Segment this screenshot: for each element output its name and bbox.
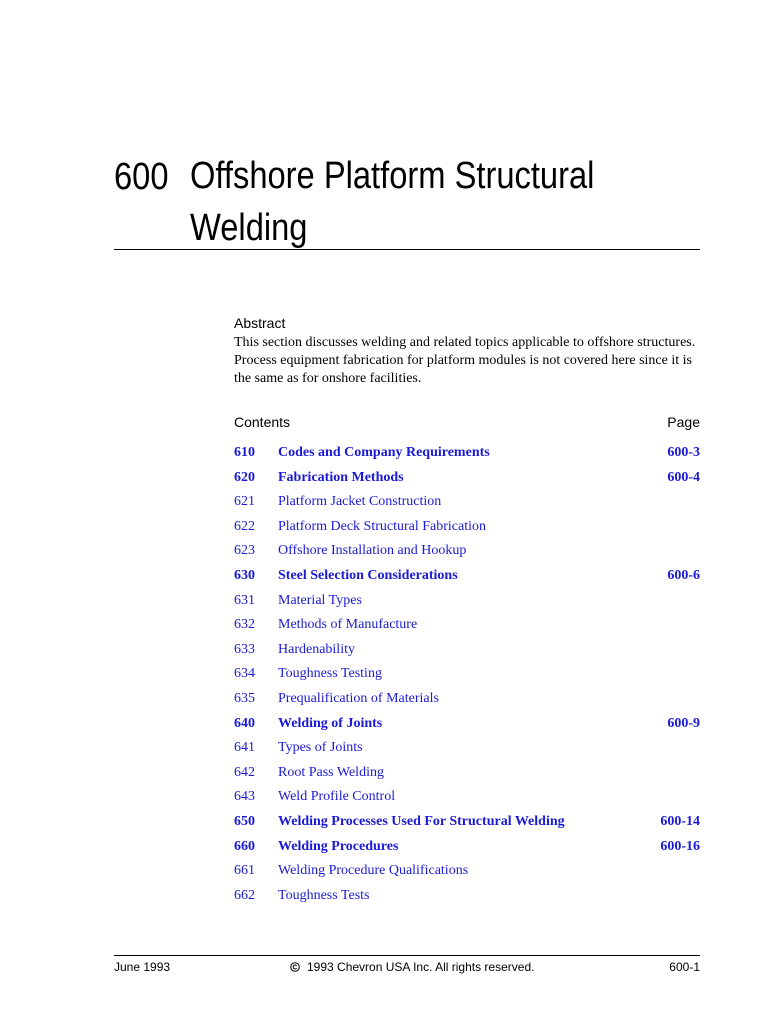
toc-entry-number[interactable]: 622 — [234, 518, 255, 534]
toc-entry-number[interactable]: 630 — [234, 567, 255, 583]
toc-entry-number[interactable]: 650 — [234, 813, 255, 829]
toc-entry[interactable] — [234, 861, 700, 886]
toc-entry-title[interactable]: Fabrication Methods — [278, 469, 404, 485]
toc-entry-title[interactable]: Material Types — [278, 592, 362, 608]
toc-entry-number[interactable]: 623 — [234, 543, 255, 559]
toc-entry-page[interactable]: 600-6 — [667, 567, 700, 583]
toc-entry-number[interactable]: 610 — [234, 445, 255, 460]
toc-entry-number[interactable]: 634 — [234, 666, 255, 682]
toc-entry[interactable] — [234, 492, 700, 517]
toc-entry-title[interactable]: Welding of Joints — [278, 715, 383, 731]
footer-divider — [114, 955, 700, 956]
toc-entry-title[interactable]: Welding Procedures — [278, 838, 399, 854]
abstract-heading: Abstract — [234, 315, 286, 331]
toc-entry-page[interactable]: 600-14 — [660, 813, 700, 829]
toc-entry-title[interactable]: Prequalification of Materials — [278, 690, 439, 706]
toc-entry-title[interactable]: Methods of Manufacture — [278, 617, 418, 633]
toc-entry[interactable] — [234, 591, 700, 616]
toc-entry-number[interactable]: 643 — [234, 789, 255, 805]
chapter-number: 600 — [114, 156, 169, 198]
toc-entry-number[interactable]: 641 — [234, 740, 255, 756]
toc-entry[interactable] — [234, 763, 700, 788]
toc-entry[interactable] — [234, 468, 700, 493]
toc-entry-number[interactable]: 632 — [234, 617, 255, 633]
page-column-heading: Page — [667, 414, 700, 430]
toc-entry-title[interactable]: Platform Jacket Construction — [278, 494, 442, 510]
toc-entry-number[interactable]: 631 — [234, 592, 255, 608]
toc-entry-number[interactable]: 661 — [234, 863, 255, 879]
footer-page-number: 600-1 — [669, 960, 700, 974]
toc-entry-title[interactable]: Toughness Testing — [278, 666, 382, 682]
toc-entry-title[interactable]: Codes and Company Requirements — [278, 445, 490, 460]
toc-entry-page[interactable]: 600-3 — [667, 445, 700, 460]
toc-entry-title[interactable]: Root Pass Welding — [278, 764, 384, 780]
toc-entry[interactable] — [234, 664, 700, 689]
toc-entry-number[interactable]: 635 — [234, 690, 255, 706]
footer-copyright — [290, 960, 534, 974]
toc-entry[interactable] — [234, 640, 700, 665]
toc-entry-title[interactable]: Welding Procedure Qualifications — [278, 863, 469, 879]
toc-entry[interactable] — [234, 443, 700, 468]
toc-entry-number[interactable]: 640 — [234, 715, 255, 731]
toc-entry[interactable] — [234, 541, 700, 566]
footer-date: June 1993 — [114, 960, 171, 974]
toc-entry-title[interactable]: Welding Processes Used For Structural Welding — [278, 813, 565, 829]
toc-entry[interactable] — [234, 615, 700, 640]
toc-entry[interactable] — [234, 837, 700, 862]
toc-entry[interactable] — [234, 566, 700, 591]
toc-entry-number[interactable]: 662 — [234, 887, 255, 903]
toc-entry-title[interactable]: Steel Selection Considerations — [278, 567, 458, 583]
toc-entry-page[interactable]: 600-9 — [667, 715, 700, 731]
toc-entry-number[interactable]: 620 — [234, 469, 255, 485]
copyright-text: 1993 Chevron USA Inc. All rights reserved. — [307, 960, 535, 974]
toc-entry-number[interactable]: 642 — [234, 764, 255, 780]
title-divider — [114, 249, 700, 250]
toc-entry-page[interactable]: 600-4 — [667, 469, 700, 485]
toc-entry-page[interactable]: 600-16 — [660, 838, 700, 854]
toc-entry[interactable] — [234, 812, 700, 837]
toc-entry-number[interactable]: 660 — [234, 838, 255, 854]
toc-entry[interactable] — [234, 517, 700, 542]
toc-entry-title[interactable]: Hardenability — [278, 641, 355, 657]
toc-entry-title[interactable]: Weld Profile Control — [278, 789, 396, 805]
abstract-text: This section discusses welding and related topics applicable to offshore structures. Process equipment fabrication for platform modules is not covered here since it is the same as for onshore facilities. — [234, 335, 696, 386]
toc-entry[interactable] — [234, 738, 700, 763]
toc-entry-number[interactable]: 633 — [234, 641, 255, 657]
toc-entry[interactable] — [234, 787, 700, 812]
toc-entry[interactable] — [234, 689, 700, 714]
toc-entry[interactable] — [234, 886, 700, 911]
toc-entry-title[interactable]: Platform Deck Structural Fabrication — [278, 518, 486, 534]
toc-entry[interactable] — [234, 714, 700, 739]
page-title: Offshore Platform Structural Welding — [190, 155, 595, 249]
table-of-contents — [234, 443, 700, 910]
toc-entry-title[interactable]: Toughness Tests — [278, 887, 370, 903]
contents-heading: Contents — [234, 414, 291, 430]
toc-entry-number[interactable]: 621 — [234, 494, 255, 510]
toc-entry-title[interactable]: Types of Joints — [278, 740, 363, 756]
toc-entry-title[interactable]: Offshore Installation and Hookup — [278, 543, 467, 559]
copyright-icon — [290, 962, 300, 972]
